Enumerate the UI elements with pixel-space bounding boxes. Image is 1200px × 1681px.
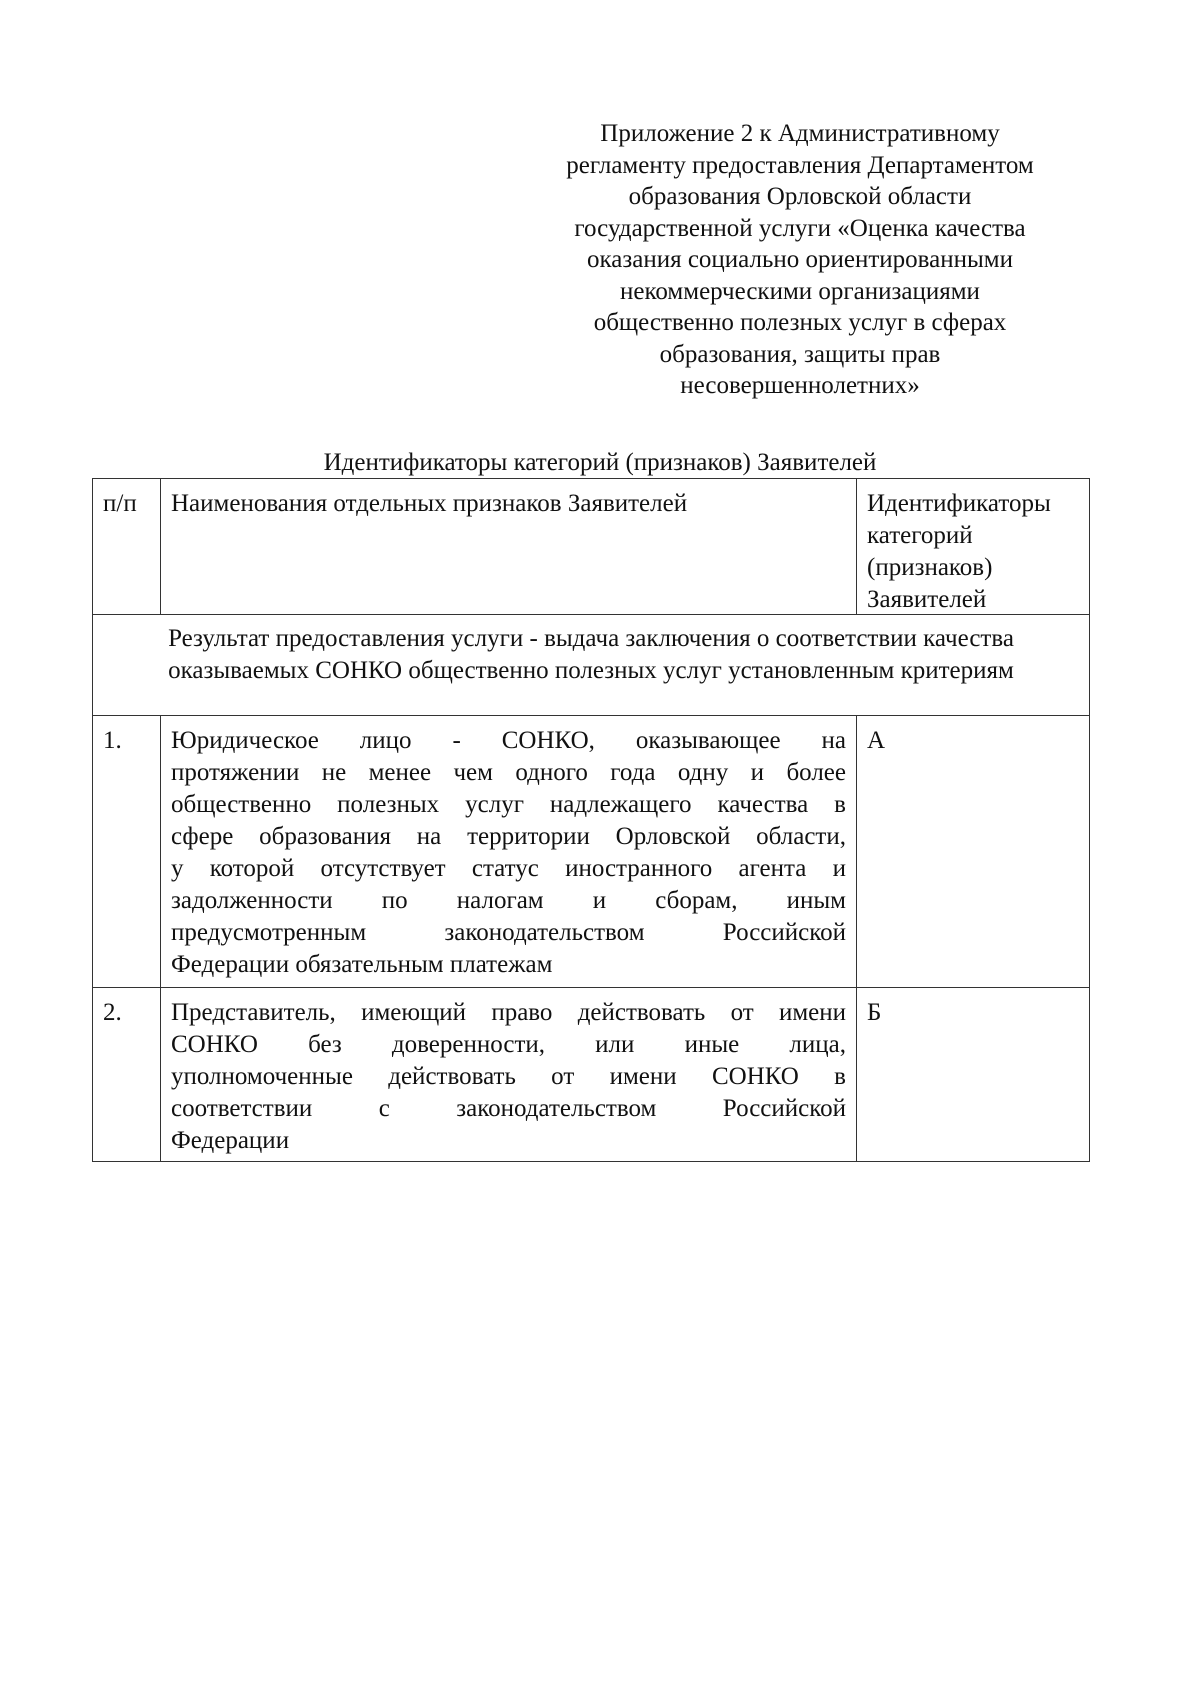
row-text-line: протяжении не менее чем одного года одну и более xyxy=(171,759,846,786)
result-row xyxy=(92,615,1090,716)
header-code-line: Заявителей xyxy=(867,586,987,613)
row-text-line: Представитель, имеющий право действовать от имени xyxy=(171,999,846,1026)
header-num-cell: п/п xyxy=(103,490,137,517)
annex-line: образования, защиты прав xyxy=(659,340,941,368)
header-name-text: Наименования отдельных признаков Заявителей xyxy=(171,490,688,517)
header-code-line: (признаков) xyxy=(867,554,993,581)
row-text-line: Юридическое лицо - СОНКО, оказывающее на xyxy=(171,727,846,754)
annex-line: несовершеннолетних» xyxy=(680,372,920,399)
header-code-line: Идентификаторы xyxy=(867,490,1051,517)
header-name-cell xyxy=(160,479,856,614)
annex-line: некоммерческими организациями xyxy=(620,277,980,305)
table-header-row xyxy=(92,478,1090,615)
result-line: Результат предоставления услуги - выдача заключения о соответствии качества xyxy=(168,625,1014,652)
row-text-line: соответствии с законодательством Российской xyxy=(171,1095,846,1122)
result-line: оказываемых СОНКО общественно полезных услуг установленным критериям xyxy=(168,657,1014,684)
row-num-cell: 2. xyxy=(103,999,122,1026)
row-text-line: СОНКО без доверенности, или иные лица, xyxy=(171,1031,846,1058)
row-text-line: Федерации обязательным платежам xyxy=(171,951,553,978)
header-code-cell xyxy=(856,479,1089,614)
row-num-cell: 1. xyxy=(103,727,122,754)
annex-line: государственной услуги «Оценка качества xyxy=(574,214,1026,242)
header-code-line: категорий xyxy=(867,522,973,549)
row-text-line: сфере образования на территории Орловской области, xyxy=(171,823,846,850)
annex-line: образования Орловской области xyxy=(628,183,972,210)
result-text xyxy=(93,623,1089,687)
annex-line: оказания социально ориентированными xyxy=(586,246,1013,273)
table-row xyxy=(92,988,1090,1162)
annex-line: Приложение 2 к Административному xyxy=(600,120,1000,147)
row-text-line: уполномоченные действовать от имени СОНКО в xyxy=(171,1063,846,1090)
row-text-line: у которой отсутствует статус иностранного агента и xyxy=(171,855,846,882)
annex-heading xyxy=(520,118,1080,402)
table-row xyxy=(92,716,1090,988)
row-text-line: Федерации xyxy=(171,1127,290,1154)
row-text-line: предусмотренным законодательством Российской xyxy=(171,919,846,946)
row-text-line: общественно полезных услуг надлежащего качества в xyxy=(171,791,846,818)
annex-line: регламенту предоставления Департаментом xyxy=(566,151,1034,179)
annex-line: общественно полезных услуг в сферах xyxy=(593,309,1007,336)
identifiers-table xyxy=(92,478,1090,1162)
row-code-cell: Б xyxy=(856,988,1089,1161)
row-text-line: задолженности по налогам и сборам, иным xyxy=(171,887,846,914)
row-code-cell: А xyxy=(856,716,1089,987)
table-title: Идентификаторы категорий (признаков) Заявителей xyxy=(323,449,877,476)
row-name-cell xyxy=(160,716,856,987)
row-name-cell xyxy=(160,988,856,1161)
